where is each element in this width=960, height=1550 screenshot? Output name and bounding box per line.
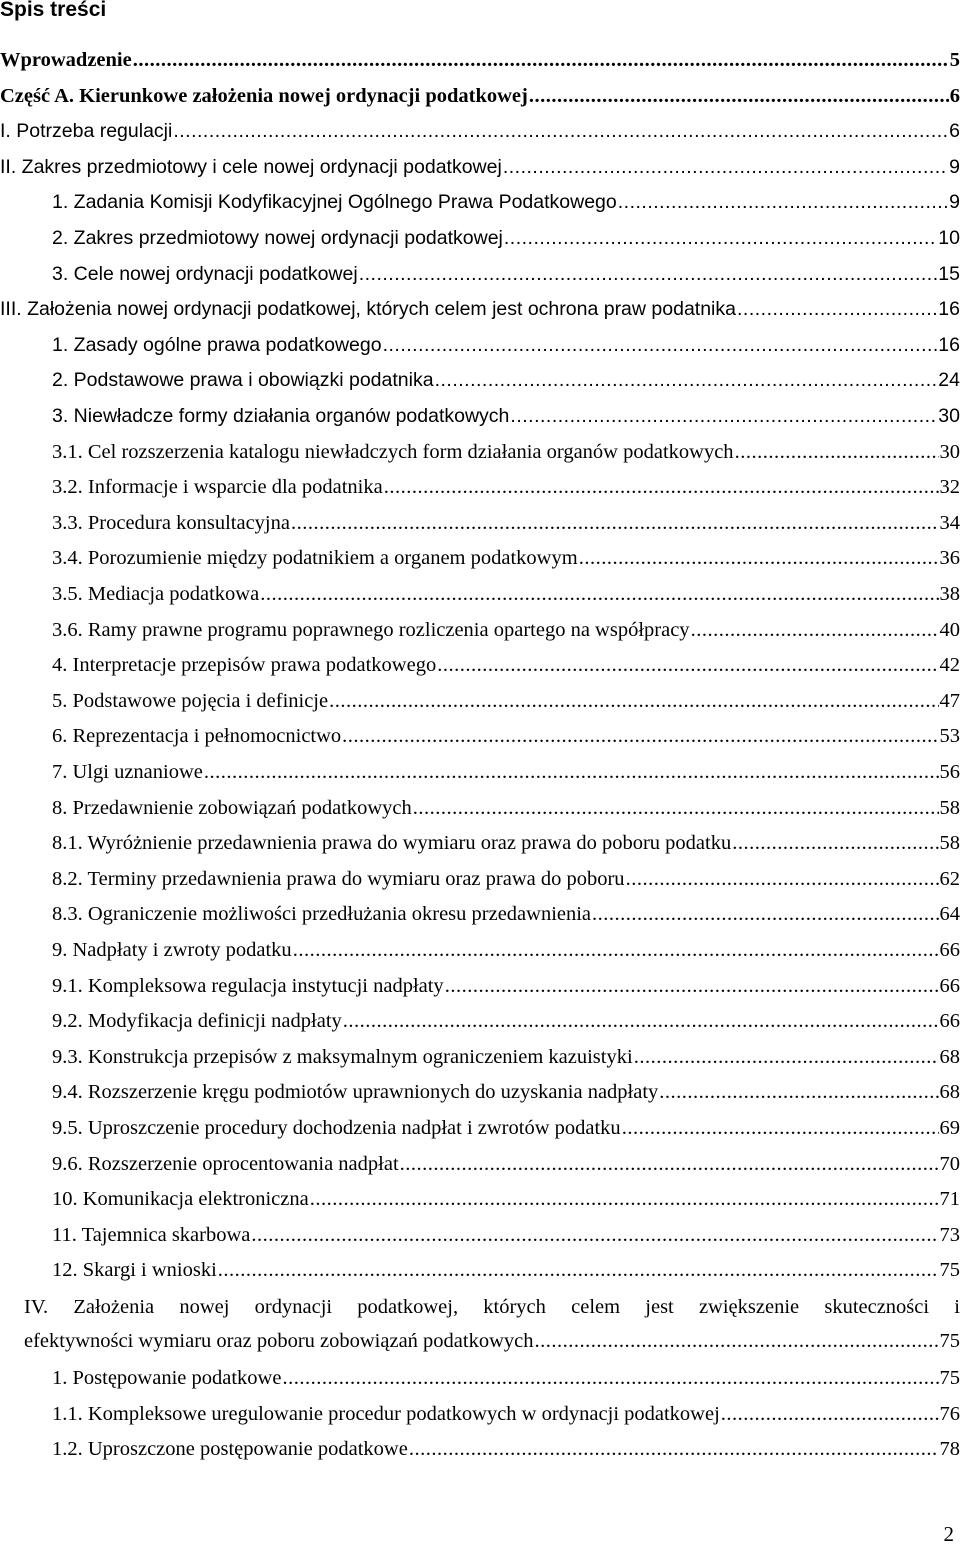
toc-page-number: 68: [939, 1045, 960, 1068]
toc-entry-title: 3. Niewładcze formy działania organów podatkowych: [52, 405, 510, 427]
toc-leader-dots: [173, 116, 948, 146]
toc-entry-title: 8.1. Wyróżnienie przedawnienia prawa do wymiaru oraz prawa do poboru podatku: [52, 832, 732, 855]
toc-entry-title: 3.4. Porozumienie między podatnikiem a organem podatkowym: [52, 547, 578, 570]
toc-entry-5[interactable]: [52, 187, 960, 217]
toc-entry-21[interactable]: [52, 757, 960, 787]
toc-page-number: 53: [939, 725, 960, 748]
toc-leader-dots: [579, 543, 939, 573]
toc-entry-title: 12. Skargi i wnioski: [52, 1259, 217, 1282]
toc-entry-title: 9.6. Rozszerzenie oprocentowania nadpłat: [52, 1152, 399, 1175]
toc-entry-title: 9.2. Modyfikacja definicji nadpłaty: [52, 1010, 342, 1033]
toc-leader-dots: [732, 828, 938, 858]
toc-leader-dots: [735, 437, 939, 467]
toc-leader-dots: [535, 1324, 939, 1358]
toc-entry-title: 10. Komunikacja elektroniczna: [52, 1188, 309, 1211]
toc-leader-dots: [659, 1077, 938, 1107]
toc-entry-title: 3.1. Cel rozszerzenia katalogu niewładczych form działania organów podatkowych: [52, 440, 734, 463]
toc-entry-1[interactable]: [0, 45, 960, 75]
toc-leader-dots: [260, 579, 938, 609]
toc-page-number: 32: [939, 476, 960, 499]
toc-page-number: 66: [939, 939, 960, 961]
toc-entry-24[interactable]: [52, 864, 960, 894]
toc-leader-dots: [435, 365, 938, 395]
toc-entry-22[interactable]: [52, 793, 960, 823]
toc-entry-6[interactable]: [52, 223, 960, 253]
toc-page-number: 9: [949, 191, 960, 214]
toc-entry-title: 3.6. Ramy prawne programu poprawnego rozliczenia opartego na współpracy: [52, 618, 690, 641]
toc-leader-dots: [251, 1220, 938, 1250]
toc-heading: Spis treści: [0, 0, 107, 21]
toc-entry-23[interactable]: [52, 828, 960, 858]
toc-entry-28[interactable]: [52, 1006, 960, 1036]
page-number: 2: [943, 1522, 954, 1546]
toc-entry-title: 3.5. Mediacja podatkowa: [52, 583, 260, 605]
toc-page-number: 34: [939, 511, 960, 534]
toc-leader-dots: [384, 472, 939, 502]
toc-leader-dots: [218, 1255, 939, 1285]
toc-leader-dots: [634, 1042, 939, 1072]
toc-entry-title: 9.3. Konstrukcja przepisów z maksymalnym ograniczeniem kazuistyki: [52, 1045, 633, 1068]
toc-page-number: 75: [939, 1367, 960, 1390]
toc-leader-dots: [343, 1006, 939, 1036]
toc-entry-17[interactable]: [52, 615, 960, 645]
toc-entry-iv-line2-row: [24, 1324, 960, 1358]
toc-entry-35[interactable]: [52, 1255, 960, 1285]
toc-page-number: 62: [939, 867, 960, 890]
toc-entry-7[interactable]: [52, 259, 960, 289]
toc-page-number: 70: [939, 1152, 960, 1175]
toc-page-number: 5: [949, 49, 960, 71]
toc-entry-19[interactable]: [52, 686, 960, 716]
toc-page-number: 58: [939, 796, 960, 819]
toc-leader-dots: [133, 45, 949, 75]
toc-leader-dots: [592, 899, 938, 929]
toc-entry-title: 8.3. Ograniczenie możliwości przedłużania okresu przedawnienia: [52, 903, 592, 926]
toc-leader-dots: [737, 294, 937, 324]
toc-page-number: 16: [938, 298, 960, 321]
toc-entry-title: 3.3. Procedura konsultacyjna: [52, 511, 290, 534]
toc-entry-30[interactable]: [52, 1077, 960, 1107]
toc-leader-dots: [310, 1184, 939, 1214]
toc-leader-dots: [383, 330, 938, 360]
toc-entry-25[interactable]: [52, 899, 960, 929]
toc-entry-9[interactable]: [52, 330, 960, 360]
toc-page-number: 24: [938, 369, 960, 392]
toc-entry-title: 4. Interpretacje przepisów prawa podatkowego: [52, 654, 437, 677]
toc-entry-18[interactable]: [52, 650, 960, 680]
toc-entry-title: Wprowadzenie: [0, 49, 132, 71]
toc-leader-dots: [437, 650, 938, 680]
toc-entry-11[interactable]: [52, 401, 960, 431]
toc-page-number: 30: [938, 405, 960, 427]
toc-leader-dots: [400, 1149, 939, 1179]
toc-entry-title: 7. Ulgi uznaniowe: [52, 761, 203, 783]
toc-leader-dots: [721, 1399, 939, 1429]
toc-entry-12[interactable]: [52, 437, 960, 467]
toc-entry-title: 2. Podstawowe prawa i obowiązki podatnika: [52, 369, 434, 392]
toc-page-number: 42: [939, 654, 960, 677]
toc-entry-26[interactable]: [52, 935, 960, 965]
toc-page-number: 69: [939, 1117, 960, 1139]
toc-entry-title: 2. Zakres przedmiotowy nowej ordynacji podatkowej: [52, 227, 503, 249]
toc-entry-16[interactable]: [52, 579, 960, 609]
toc-page-number: 40: [939, 618, 960, 641]
toc-entry-title: 3. Cele nowej ordynacji podatkowej: [52, 262, 358, 285]
toc-entry-title: 1.1. Kompleksowe uregulowanie procedur podatkowych w ordynacji podatkowej: [52, 1402, 720, 1425]
toc-leader-dots: [626, 864, 939, 894]
toc-entry-title: 1. Postępowanie podatkowe: [52, 1367, 282, 1390]
toc-entry-title: II. Zakres przedmiotowy i cele nowej ordynacji podatkowej: [0, 155, 502, 178]
toc-page-number: 71: [939, 1188, 960, 1211]
toc-page-number: 47: [939, 689, 960, 712]
toc-entry-title: 3.2. Informacje i wsparcie dla podatnika: [52, 476, 383, 499]
toc-page-number: 36: [939, 547, 960, 570]
toc-entry-32[interactable]: [52, 1149, 960, 1179]
toc-entry-title: 1. Zasady ogólne prawa podatkowego: [52, 333, 382, 356]
toc-entry-33[interactable]: [52, 1184, 960, 1214]
toc-leader-dots: [445, 971, 939, 1001]
toc-entry-27[interactable]: [52, 971, 960, 1001]
toc-page-number: 10: [938, 227, 960, 249]
toc-leader-dots: [622, 1113, 939, 1143]
toc-entry-title: 1. Zadania Komisji Kodyfikacyjnej Ogólnego Prawa Podatkowego: [52, 191, 617, 214]
toc-leader-dots: [409, 1434, 939, 1464]
toc-leader-dots: [359, 259, 938, 289]
toc-page-number: 66: [939, 1010, 960, 1033]
toc-entry-title: I. Potrzeba regulacji: [0, 120, 173, 143]
toc-entry-title: 6. Reprezentacja i pełnomocnictwo: [52, 725, 342, 748]
toc-page-number: 64: [939, 903, 960, 926]
toc-leader-dots: [342, 721, 938, 751]
toc-entry-after-1[interactable]: [52, 1363, 960, 1393]
toc-entry-10[interactable]: [52, 365, 960, 395]
toc-leader-dots: [510, 401, 937, 431]
toc-leader-dots: [529, 81, 949, 111]
toc-entry-3[interactable]: [0, 116, 960, 146]
toc-entry-title: 5. Podstawowe pojęcia i definicje: [52, 689, 329, 712]
toc-entry-31[interactable]: [52, 1113, 960, 1143]
toc-page-number: 6: [949, 120, 960, 143]
toc-page-number: 68: [939, 1081, 960, 1104]
toc-leader-dots: [618, 187, 948, 217]
toc-leader-dots: [291, 508, 939, 538]
toc-entry-title: 8.2. Terminy przedawnienia prawa do wymiaru oraz prawa do poboru: [52, 867, 625, 890]
toc-entry-iv-line2: efektywności wymiaru oraz poboru zobowiązań podatkowych: [24, 1330, 534, 1352]
toc-page-number: 78: [939, 1438, 960, 1461]
toc-entry-4[interactable]: [0, 152, 960, 182]
toc-entry-13[interactable]: [52, 472, 960, 502]
toc-page-number: 58: [939, 832, 960, 855]
toc-entry-after-2[interactable]: [52, 1399, 960, 1429]
toc-leader-dots: [503, 152, 948, 182]
toc-entry-14[interactable]: [52, 508, 960, 538]
toc-leader-dots: [204, 757, 939, 787]
toc-page-number: 75: [939, 1330, 960, 1352]
toc-leader-dots: [504, 223, 937, 253]
toc-entry-20[interactable]: [52, 721, 960, 751]
toc-page-number: 38: [939, 583, 960, 605]
toc-leader-dots: [293, 935, 939, 965]
toc-entry-title: 11. Tajemnica skarbowa: [52, 1223, 251, 1246]
toc-page-number: 56: [939, 761, 960, 783]
toc-entry-title: 9. Nadpłaty i zwroty podatku: [52, 939, 292, 961]
toc-leader-dots: [413, 793, 939, 823]
toc-entry-8[interactable]: [0, 294, 960, 324]
toc-entry-29[interactable]: [52, 1042, 960, 1072]
toc-page-number: 16: [938, 333, 960, 356]
toc-entry-34[interactable]: [52, 1220, 960, 1250]
toc-entry-iv-line1: IV. Założenia nowej ordynacji podatkowej, których celem jest zwiększenie skuteczności i: [24, 1296, 960, 1318]
toc-page-number: 76: [939, 1402, 960, 1425]
toc-entry-2[interactable]: [0, 81, 960, 111]
toc-entry-after-3[interactable]: [52, 1434, 960, 1464]
toc-page-number: 6: [949, 84, 960, 107]
toc-page-number: 66: [939, 974, 960, 997]
toc-page-number: 30: [939, 440, 960, 463]
toc-entry-15[interactable]: [52, 543, 960, 573]
toc-page-number: 75: [939, 1259, 960, 1282]
toc-page-number: 73: [939, 1223, 960, 1246]
toc-entry-title: 9.1. Kompleksowa regulacja instytucji nadpłaty: [52, 974, 444, 997]
toc-entry-title: III. Założenia nowej ordynacji podatkowej, których celem jest ochrona praw podatnika: [0, 298, 736, 321]
toc-leader-dots: [282, 1363, 938, 1393]
toc-page-number: 9: [949, 155, 960, 178]
toc-entry-iv[interactable]: [24, 1290, 960, 1358]
toc-page-number: 15: [938, 262, 960, 285]
toc-entry-title: 9.4. Rozszerzenie kręgu podmiotów uprawnionych do uzyskania nadpłaty: [52, 1081, 659, 1104]
toc-leader-dots: [329, 686, 938, 716]
toc-entry-title: Część A. Kierunkowe założenia nowej ordynacji podatkowej: [0, 84, 528, 107]
toc-entry-title: 8. Przedawnienie zobowiązań podatkowych: [52, 796, 412, 819]
toc-entry-title: 9.5. Uproszczenie procedury dochodzenia nadpłat i zwrotów podatku: [52, 1117, 621, 1139]
toc-leader-dots: [691, 615, 939, 645]
toc-entry-title: 1.2. Uproszczone postępowanie podatkowe: [52, 1438, 408, 1461]
